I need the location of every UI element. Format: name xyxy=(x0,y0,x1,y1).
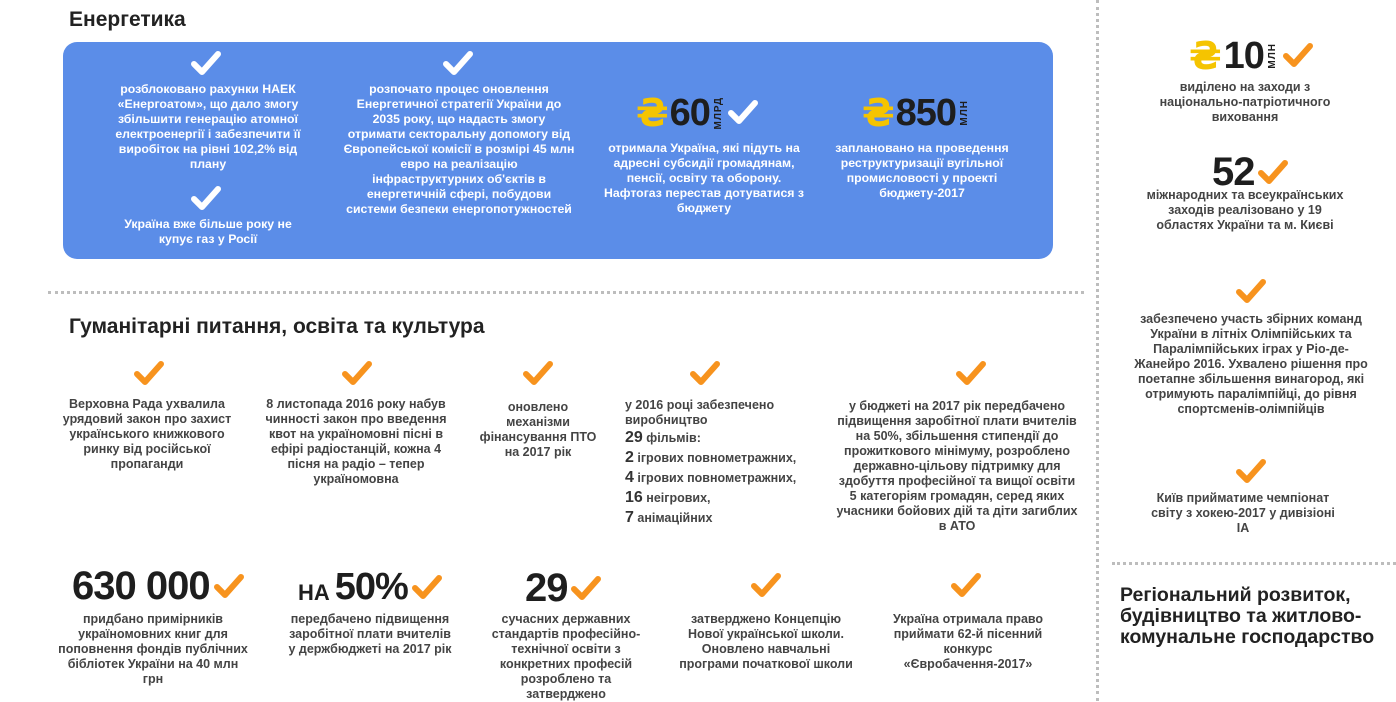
hum-item-new-school: затверджено Концепцію Нової української школи. Оновлено навчальні програми початкової школи xyxy=(679,612,853,671)
stat-52-value: 52 xyxy=(1212,150,1255,194)
stat-50-percent xyxy=(298,568,443,606)
stat-850-mln xyxy=(862,90,970,136)
stat-50-text: передбачено підвищення заробітної плати вчителів у держбюджеті на 2017 рік xyxy=(288,612,452,656)
stat-630000 xyxy=(72,564,245,609)
check-icon xyxy=(191,50,221,78)
hryvnia-icon: ₴ xyxy=(862,91,895,135)
divider xyxy=(48,291,1084,294)
check-icon xyxy=(1235,458,1267,486)
check-icon xyxy=(191,185,221,213)
hum-item-radio-quota: 8 листопада 2016 року набув чинності закон про введення квот на україномовні пісні в ефірі радіостанцій, кожна 4 пісня на радіо – тепер україномовна xyxy=(265,397,447,486)
check-icon xyxy=(955,360,987,388)
stat-60-bln xyxy=(636,90,758,136)
energy-item-atom: розблоковано рахунки НАЕК «Енергоатом», що дало змогу збільшити генерацію атомної електроенергії і забезпечити її виробіток на рівні 102,2% від плану xyxy=(115,82,301,171)
check-icon xyxy=(689,360,721,388)
hryvnia-icon: ₴ xyxy=(636,91,669,135)
films-intro: у 2016 році забезпечено виробництво xyxy=(625,398,775,427)
check-icon xyxy=(1257,159,1289,187)
check-icon xyxy=(213,573,245,601)
check-icon xyxy=(1235,278,1267,306)
stat-630000-text: придбано примірників україномовних книг для поповнення фондів публічних бібліотек України на 40 млн грн xyxy=(58,612,248,686)
films-line: 7 анімаційних xyxy=(625,509,713,526)
stat-29-text: сучасних державних стандартів професійно-технічної освіти з конкретних професій розроблено та затверджено xyxy=(491,612,641,701)
stat-10-value: 10 xyxy=(1223,34,1264,77)
energy-item-gas: Україна вже більше року не купує газ у Росії xyxy=(124,217,292,246)
section-title-humanitarian: Гуманітарні питання, освіта та культура xyxy=(69,315,485,338)
check-icon xyxy=(411,574,443,602)
films-line: 16 неігрових, xyxy=(625,489,711,506)
section-title-energy: Енергетика xyxy=(69,8,186,31)
hum-item-budget-2017: у бюджеті на 2017 рік передбачено підвищення заробітної плати вчителів на 50%, збільшення стипендії до прожиткового мінімуму, розроблено державно-цільову підтримку для здобуття професійної та вищої освіти 5 категоріям громадян, серед яких учасники бойових дій та діти загиблих в АТО xyxy=(836,399,1078,533)
side-item-hockey: Київ прийматиме чемпіонат світу з хокею-2017 у дивізіоні ІА xyxy=(1151,491,1335,535)
stat-10-text: виділено на заходи з національно-патріотичного виховання xyxy=(1159,80,1331,124)
check-icon xyxy=(443,50,473,78)
stat-52-text: міжнародних та всеукраїнських заходів реалізовано у 19 областях України та м. Києві xyxy=(1146,188,1344,232)
check-icon xyxy=(341,360,373,388)
hum-item-eurovision: Україна отримала право приймати 62-й пісенний конкурс «Євробачення-2017» xyxy=(892,612,1044,671)
stat-630000-value: 630 000 xyxy=(72,564,210,608)
check-icon xyxy=(950,572,982,600)
divider xyxy=(1112,562,1396,565)
hum-item-films xyxy=(625,398,825,528)
check-icon xyxy=(522,360,554,388)
check-icon xyxy=(728,99,758,127)
stat-10-unit: МЛН xyxy=(1266,43,1278,69)
hum-item-books-law: Верховна Рада ухвалила урядовий закон про захист українського книжкового ринку від російської пропаганди xyxy=(62,397,232,471)
check-icon xyxy=(750,572,782,600)
films-line: 29 фільмів: xyxy=(625,429,701,446)
section-title-regional: Регіональний розвиток, будівництво та житлово-комунальне господарство xyxy=(1120,584,1375,648)
hryvnia-icon: ₴ xyxy=(1189,34,1222,78)
vertical-divider xyxy=(1096,0,1099,701)
energy-stat-60-text: отримала Україна, які підуть на адресні субсидії громадянам, пенсії, освіту та оборону. Нафтогаз перестав дотуватися з бюджету xyxy=(604,141,804,215)
check-icon xyxy=(570,575,602,603)
stat-29-standards xyxy=(525,566,602,611)
check-icon xyxy=(1282,42,1314,70)
stat-850-value: 850 xyxy=(895,91,957,134)
stat-29-value: 29 xyxy=(525,566,568,610)
side-item-olympics: забезпечено участь збірних команд України в літніх Олімпійських та Паралімпійських іграх у Ріо-де-Жанейро 2016. Ухвалено рішення про поетапне збільшення винагород, які отримують паралімпійці, до рівня спортсменів-олімпійців xyxy=(1134,312,1368,416)
stat-850-unit: МЛН xyxy=(959,100,971,126)
check-icon xyxy=(133,360,165,388)
stat-50-value: 50% xyxy=(334,566,408,608)
films-line: 4 ігрових повнометражних, xyxy=(625,469,797,486)
hum-item-pto: оновлено механізми фінансування ПТО на 2017 рік xyxy=(479,400,597,459)
films-line: 2 ігрових повнометражних, xyxy=(625,449,797,466)
stat-60-unit: МЛРД xyxy=(712,96,724,130)
energy-stat-850-text: заплановано на проведення реструктуризації вугільної промисловості у проекті бюджету-2017 xyxy=(835,141,1009,200)
stat-50-prefix: НА xyxy=(298,580,330,605)
stat-60-value: 60 xyxy=(669,91,710,134)
energy-item-strategy: розпочато процес оновлення Енергетичної стратегії України до 2035 року, що надасть змогу отримати секторальну допомогу від Європейської комісії в розмірі 45 млн евро на реалізацію інфраструктурних об'єктів в енергетичній сфері, побудови системи безпеки енергопотужностей xyxy=(343,82,575,216)
stat-10-mln xyxy=(1189,34,1314,78)
